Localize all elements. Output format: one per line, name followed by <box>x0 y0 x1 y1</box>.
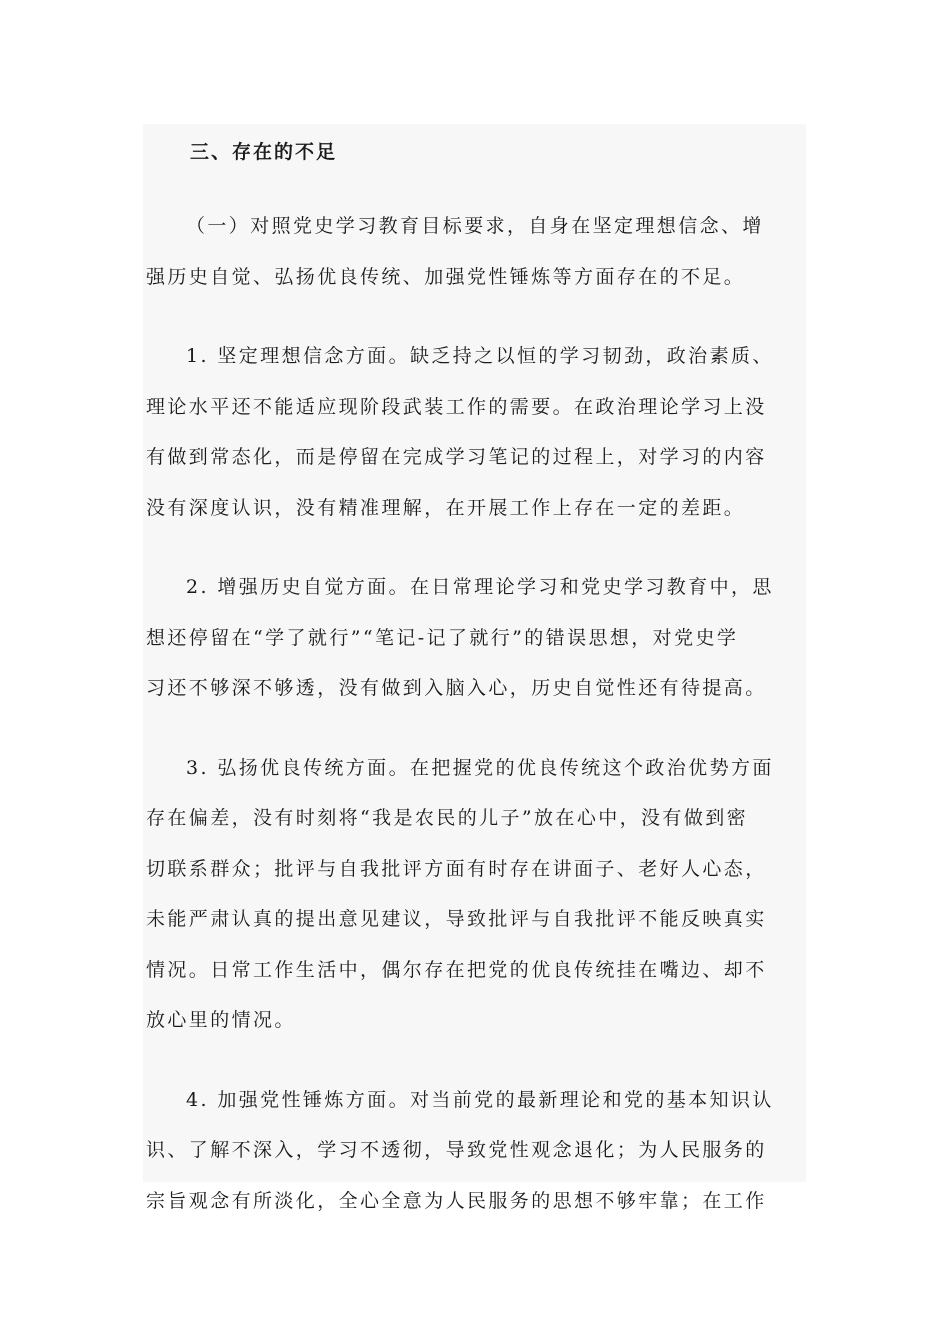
text-line: （一）对照党史学习教育目标要求，自身在坚定理想信念、增 <box>186 215 764 237</box>
text-line: 习还不够深不够透，没有做到入脑入心，历史自觉性还有待提高。 <box>146 677 767 699</box>
document-content <box>143 124 806 1212</box>
text-line: 4. 加强党性锤炼方面。对当前党的最新理论和党的基本知识认 <box>186 1088 774 1111</box>
text-line: 未能严肃认真的提出意见建议，导致批评与自我批评不能反映真实 <box>146 908 767 930</box>
text-line: 强历史自觉、弘扬优良传统、加强党性锤炼等方面存在的不足。 <box>146 265 746 288</box>
text-line: 切联系群众；批评与自我批评方面有时存在讲面子、老好人心态， <box>146 857 767 880</box>
paragraph-item-3 <box>146 743 802 1046</box>
section-heading: 三、存在的不足 <box>190 141 338 163</box>
text-line: 1. 坚定理想信念方面。缺乏持之以恒的学习韧劲，政治素质、 <box>186 345 774 367</box>
text-line: 想还停留在“学了就行”“笔记-记了就行”的错误思想，对党史学 <box>146 626 739 649</box>
paragraph-item-2 <box>146 562 802 714</box>
text-line: 3. 弘扬优良传统方面。在把握党的优良传统这个政治优势方面 <box>186 756 774 779</box>
text-line: 情况。日常工作生活中，偶尔存在把党的优良传统挂在嘴边、却不 <box>146 958 767 981</box>
paragraph-intro <box>146 201 802 302</box>
paragraph-item-4 <box>146 1075 802 1227</box>
text-line: 存在偏差，没有时刻将“我是农民的儿子”放在心中，没有做到密 <box>146 807 749 829</box>
text-line: 2. 增强历史自觉方面。在日常理论学习和党史学习教育中，思 <box>186 576 774 598</box>
text-line: 宗旨观念有所淡化，全心全意为人民服务的思想不够牢靠；在工作 <box>146 1189 767 1212</box>
text-line: 有做到常态化，而是停留在完成学习笔记的过程上，对学习的内容 <box>146 446 767 468</box>
paragraph-item-1 <box>146 331 802 533</box>
text-line: 放心里的情况。 <box>146 1009 296 1031</box>
text-line: 没有深度认识，没有精准理解，在开展工作上存在一定的差距。 <box>146 496 746 519</box>
text-line: 理论水平还不能适应现阶段武装工作的需要。在政治理论学习上没 <box>146 395 767 418</box>
text-line: 识、了解不深入，学习不透彻，导致党性观念退化；为人民服务的 <box>146 1139 767 1161</box>
